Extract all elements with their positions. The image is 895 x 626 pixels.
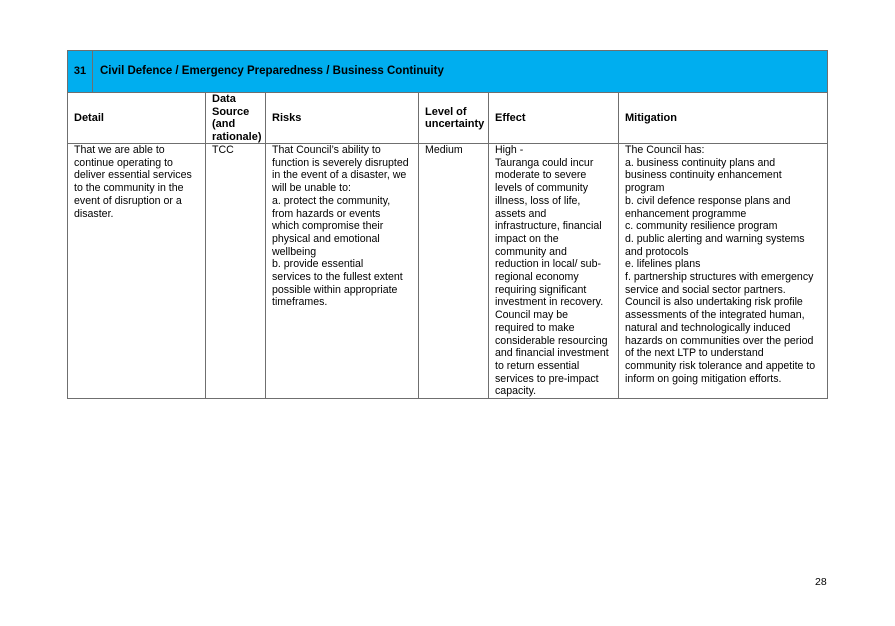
text-line: c. community resilience program (625, 220, 778, 233)
text-line: Data (212, 93, 236, 105)
text-line: program (625, 182, 665, 195)
text-line: High - (495, 144, 524, 156)
text-line: That we are able to (74, 144, 165, 156)
text-line: from hazards or events (272, 207, 381, 220)
text-line: considerable resourcing (495, 334, 608, 347)
text-line: e. lifelines plans (625, 258, 701, 271)
text-line: infrastructure, financial (495, 220, 602, 233)
text-line: community risk tolerance and appetite to (625, 359, 816, 372)
text-line: to the community in the (74, 182, 184, 195)
header-mitigation (619, 93, 828, 144)
cell-mitigation (619, 144, 828, 399)
text-line: wellbeing (272, 245, 317, 258)
header-uncertainty (419, 93, 489, 144)
header-detail-label: Detail (74, 111, 104, 124)
header-mitigation-label: Mitigation (625, 111, 677, 124)
text-line: TCC (212, 144, 234, 156)
header-detail (68, 93, 206, 144)
section-banner (68, 51, 828, 93)
text-line: Medium (425, 144, 463, 156)
text-line: investment in recovery. (495, 296, 604, 309)
text-line: assessments of the integrated human, (625, 309, 805, 322)
risk-table (67, 50, 828, 399)
text-line: service and social sector partners. (625, 283, 786, 296)
header-row (68, 93, 828, 144)
text-line: in the event of a disaster, we (272, 169, 407, 182)
cell-risks (266, 144, 419, 399)
section-banner-cell (68, 51, 828, 93)
text-line: Council is also undertaking risk profile (625, 296, 803, 309)
text-line: requiring significant (495, 283, 587, 296)
table-row (68, 144, 828, 399)
text-line: possible within appropriate (272, 283, 398, 296)
header-risks-label: Risks (272, 111, 302, 124)
text-line: rationale) (212, 130, 262, 143)
header-effect (489, 93, 619, 144)
text-line: The Council has: (625, 144, 705, 156)
text-line: physical and emotional (272, 232, 380, 245)
text-line: levels of community (495, 182, 589, 195)
text-line: capacity. (495, 385, 537, 398)
section-number: 31 (68, 51, 93, 92)
section-title: Civil Defence / Emergency Preparedness / Business Continuity (100, 65, 444, 78)
text-line: f. partnership structures with emergency (625, 271, 814, 284)
text-line: to return essential (495, 359, 580, 372)
text-line: b. civil defence response plans and (625, 194, 791, 207)
cell-effect (489, 144, 619, 399)
text-line: disaster. (74, 207, 114, 220)
text-line: required to make (495, 321, 575, 334)
cell-uncertainty (419, 144, 489, 399)
text-line: which compromise their (272, 220, 384, 233)
text-line: and financial investment (495, 347, 609, 360)
text-line: and protocols (625, 245, 689, 258)
text-line: Tauranga could incur (495, 156, 594, 169)
text-line: d. public alerting and warning systems (625, 232, 805, 245)
text-line: a. business continuity plans and (625, 156, 776, 169)
text-line: regional economy (495, 271, 579, 284)
text-line: uncertainty (425, 118, 485, 130)
text-line: impact on the (495, 232, 559, 245)
text-line: b. provide essential (272, 258, 364, 271)
text-line: Council may be (495, 309, 569, 322)
text-line: business continuity enhancement (625, 169, 782, 182)
text-line: services to pre-impact (495, 372, 599, 385)
text-line: community and (495, 245, 567, 258)
text-line: a. protect the community, (272, 194, 391, 207)
text-line: reduction in local/ sub- (495, 258, 601, 271)
text-line: moderate to severe (495, 169, 587, 182)
text-line: hazards on communities over the period (625, 334, 814, 347)
cell-data-source (206, 144, 266, 399)
header-data-source (206, 93, 266, 144)
text-line: of the next LTP to understand (625, 347, 764, 360)
text-line: inform on going mitigation efforts. (625, 372, 782, 385)
header-risks (266, 93, 419, 144)
text-line: Level of (425, 105, 467, 118)
text-line: function is severely disrupted (272, 156, 409, 169)
text-line: will be unable to: (272, 182, 351, 195)
text-line: services to the fullest extent (272, 271, 403, 284)
cell-detail (68, 144, 206, 399)
text-line: That Council’s ability to (272, 144, 381, 156)
text-line: (and (212, 118, 236, 130)
page-number: 28 (815, 576, 827, 588)
header-effect-label: Effect (495, 111, 526, 124)
text-line: deliver essential services (74, 169, 192, 182)
text-line: natural and technologically induced (625, 321, 791, 334)
text-line: event of disruption or a (74, 194, 182, 207)
text-line: illness, loss of life, (495, 194, 581, 207)
text-line: enhancement programme (625, 207, 747, 220)
text-line: assets and (495, 207, 547, 220)
text-line: Source (212, 105, 250, 118)
text-line: timeframes. (272, 296, 328, 309)
text-line: continue operating to (74, 156, 173, 169)
